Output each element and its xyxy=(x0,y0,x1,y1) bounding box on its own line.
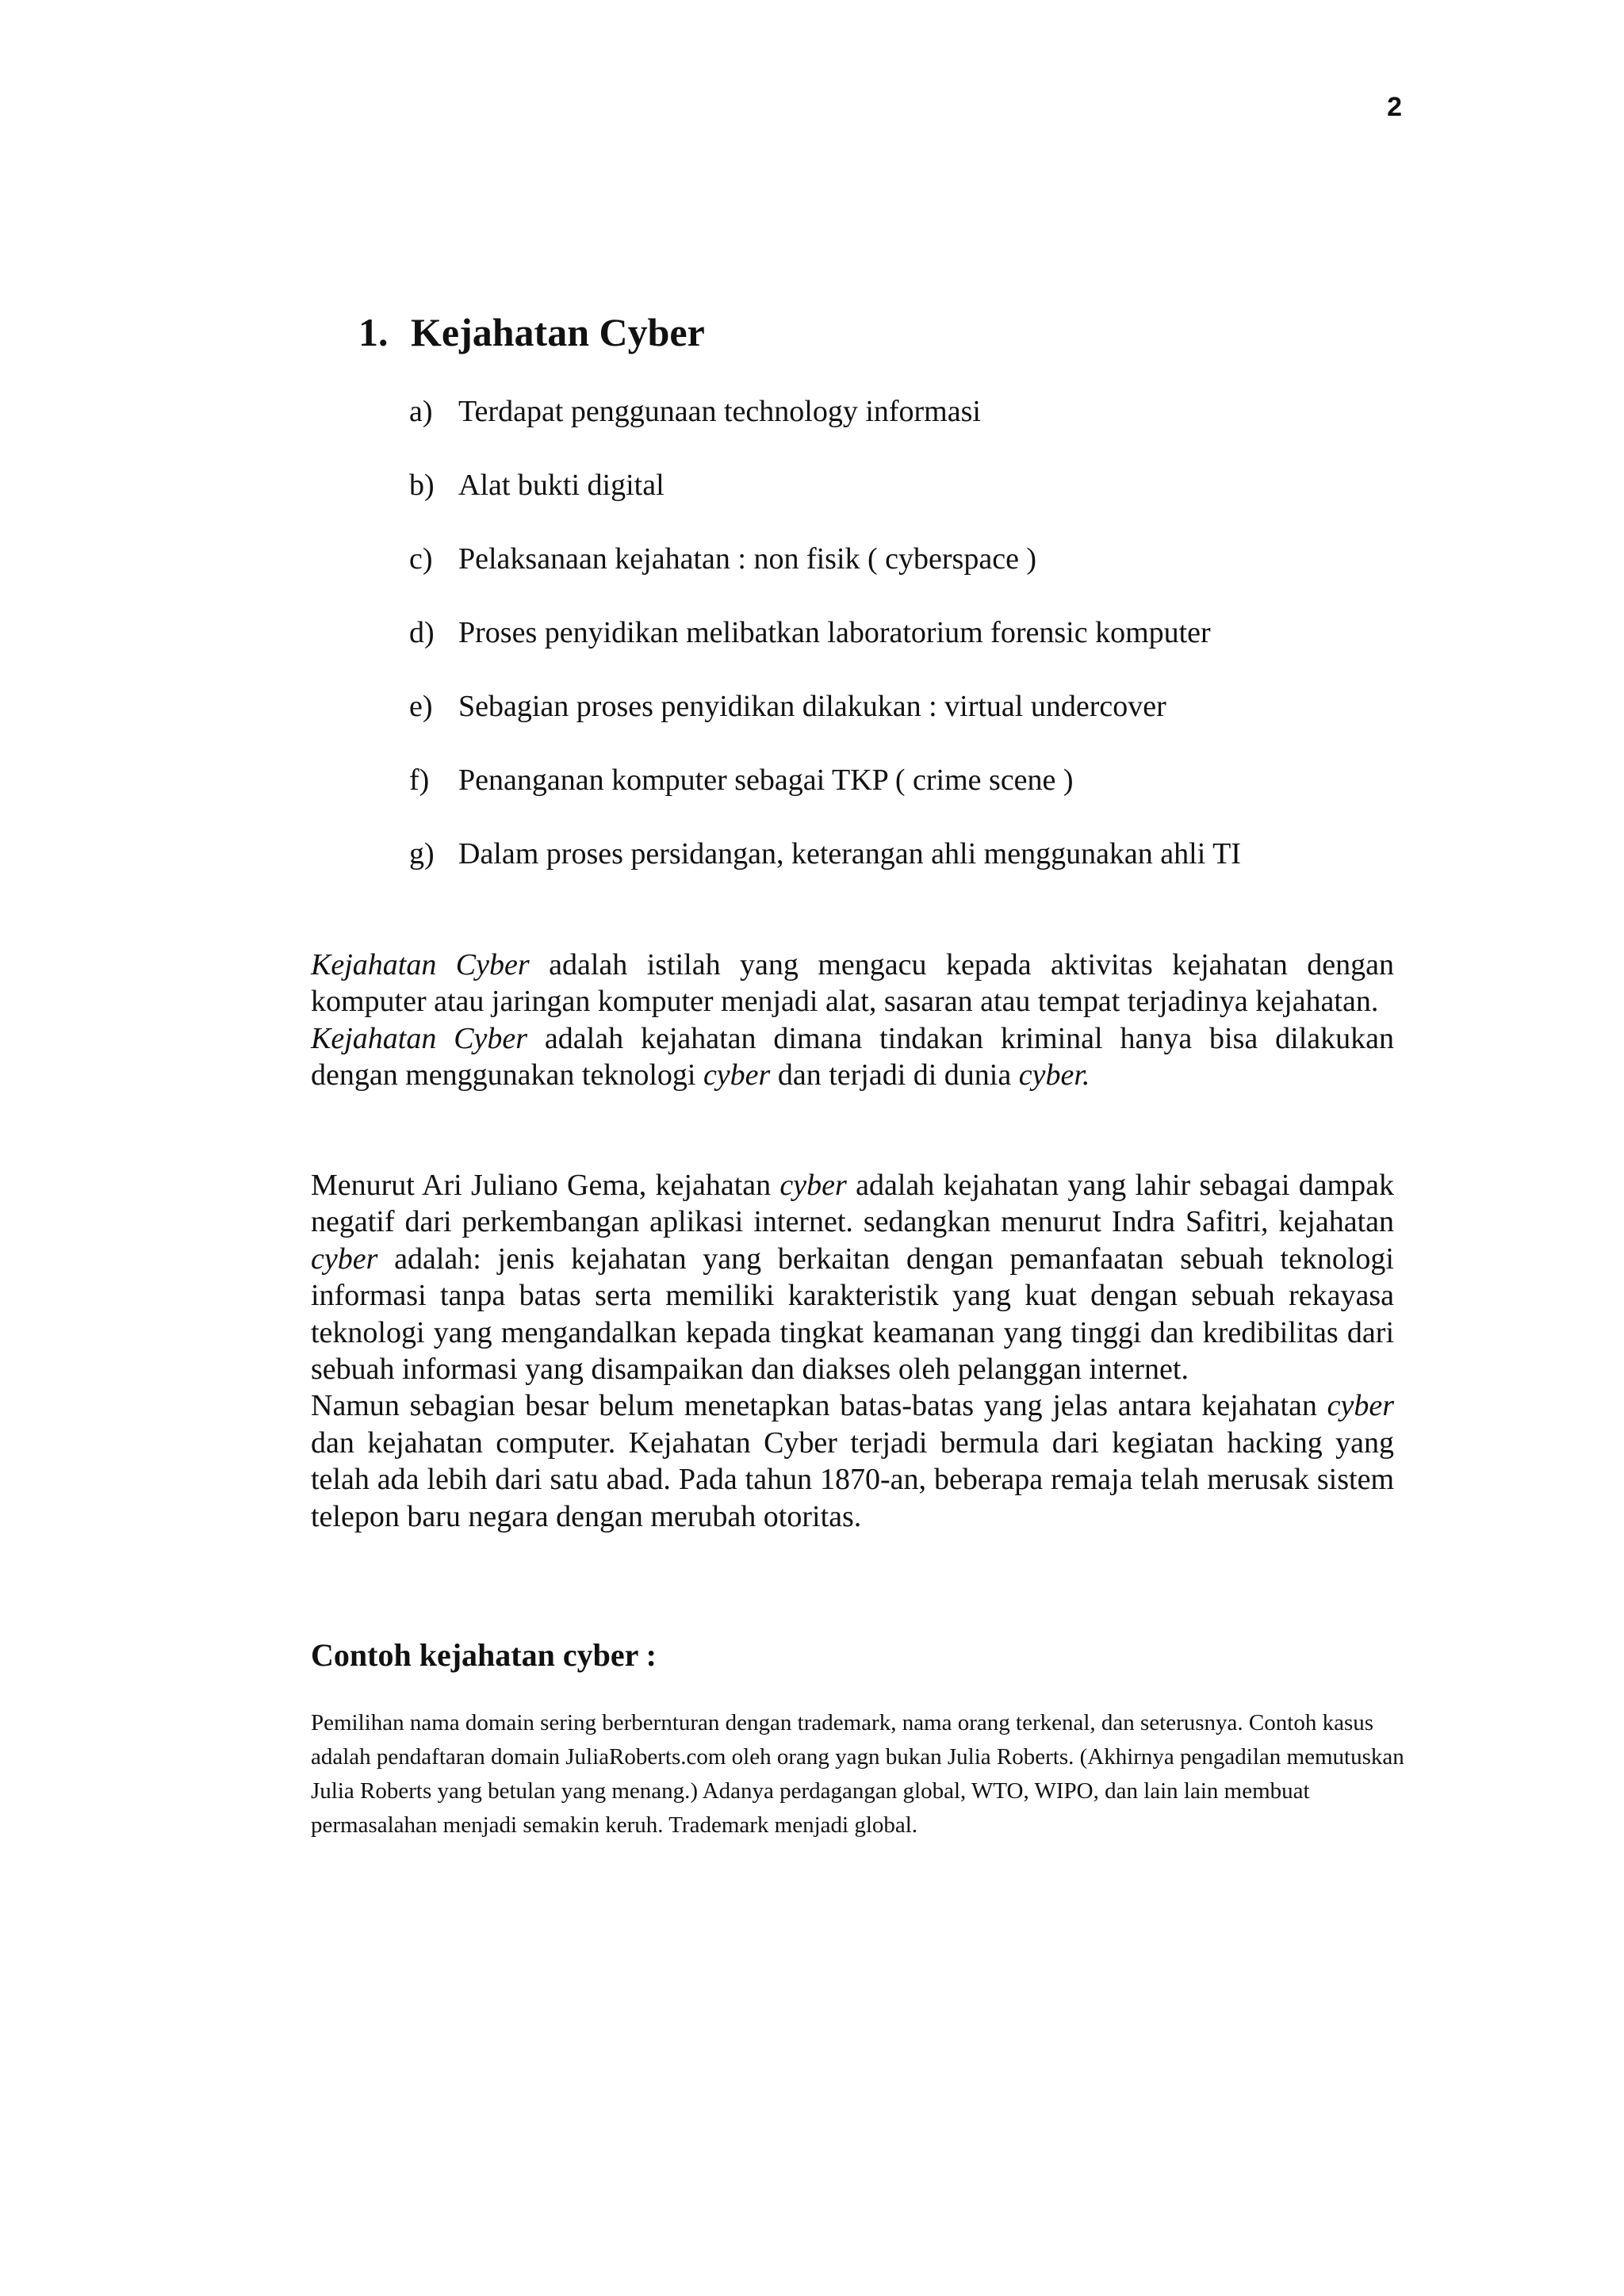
paragraph-text: dan terjadi di dunia xyxy=(770,1058,1019,1093)
section-heading xyxy=(358,311,705,354)
paragraph-text: Menurut Ari Juliano Gema, kejahatan xyxy=(311,1169,780,1202)
term: Kejahatan Cyber xyxy=(311,948,530,982)
section-title: Kejahatan Cyber xyxy=(411,310,705,354)
emphasis: cyber xyxy=(703,1058,771,1093)
list-item xyxy=(409,834,1241,908)
list-item-text: Pelaksanaan kejahatan : non fisik ( cyberspace ) xyxy=(458,542,1037,576)
list-item xyxy=(409,465,1241,539)
examples-heading: Contoh kejahatan cyber : xyxy=(311,1637,657,1673)
list-marker: a) xyxy=(409,395,433,428)
page-number: 2 xyxy=(1387,92,1402,122)
list-item xyxy=(409,687,1241,760)
paragraph-text: adalah kejahatan yang lahir sebagai dampak negatif dari perkembangan aplikasi internet. sedangkan menurut Indra Safitri, kejahatan xyxy=(311,1169,1394,1239)
list-item-text: Sebagian proses penyidikan dilakukan : virtual undercover xyxy=(458,690,1166,723)
definition-paragraph xyxy=(311,1020,1394,1094)
paragraph-text: Namun sebagian besar belum menetapkan batas-batas yang jelas antara kejahatan xyxy=(311,1389,1327,1423)
opinion-block xyxy=(311,1167,1394,1535)
list-marker: f) xyxy=(409,763,430,797)
emphasis: cyber. xyxy=(1018,1058,1090,1093)
paragraph-text: adalah kejahatan dimana tindakan kriminal hanya bisa dilakukan dengan menggunakan teknologi xyxy=(311,1021,1394,1093)
list-marker: e) xyxy=(409,690,433,723)
list-item-text: Dalam proses persidangan, keterangan ahli menggunakan ahli TI xyxy=(458,837,1241,871)
list-item-text: Penanganan komputer sebagai TKP ( crime scene ) xyxy=(458,763,1074,797)
list-item-text: Proses penyidikan melibatkan laboratorium forensic komputer xyxy=(458,616,1211,649)
examples-text: Pemilihan nama domain sering berbernturan dengan trademark, nama orang terkenal, dan seterusnya. Contoh kasus adalah pendaftaran domain JuliaRoberts.com oleh orang yagn bukan Julia Roberts. (Akhirnya pengadilan memutuskan Julia Roberts yang betulan yang menang.) Adanya perdagangan global, WTO, WIPO, dan lain lain membuat permasalahan menjadi semakin keruh. Trademark menjadi global. xyxy=(311,1710,1404,1838)
emphasis: cyber xyxy=(311,1242,378,1276)
list-marker: b) xyxy=(409,469,435,502)
list-item-text: Terdapat penggunaan technology informasi xyxy=(458,395,981,428)
definition-block xyxy=(311,947,1394,1094)
term: Kejahatan Cyber xyxy=(311,1021,528,1055)
paragraph-text: adalah istilah yang mengacu kepada aktivitas kejahatan dengan komputer atau jaringan komputer menjadi alat, sasaran atau tempat terjadinya kejahatan. xyxy=(311,948,1394,1019)
criteria-list xyxy=(409,392,1241,908)
definition-paragraph xyxy=(311,947,1394,1020)
list-item xyxy=(409,760,1241,834)
list-item xyxy=(409,392,1241,465)
opinion-paragraph xyxy=(311,1167,1394,1387)
paragraph-text: dan kejahatan computer. Kejahatan Cyber terjadi bermula dari kegiatan hacking yang telah ada lebih dari satu abad. Pada tahun 1870-an, beberapa remaja telah merusak sistem telepon baru negara dengan merubah otoritas. xyxy=(311,1425,1394,1533)
opinion-paragraph xyxy=(311,1387,1394,1535)
emphasis: cyber xyxy=(1327,1389,1394,1423)
emphasis: cyber xyxy=(779,1169,847,1202)
section-number: 1. xyxy=(358,310,389,354)
list-item xyxy=(409,613,1241,687)
list-marker: d) xyxy=(409,616,435,649)
list-item-text: Alat bukti digital xyxy=(458,469,665,502)
paragraph-text: adalah: jenis kejahatan yang berkaitan dengan pemanfaatan sebuah teknologi informasi tanpa batas serta memiliki karakteristik yang kuat dengan sebuah rekayasa teknologi yang mengandalkan kepada tingkat keamanan yang tinggi dan kredibilitas dari sebuah informasi yang disampaikan dan diakses oleh pelanggan internet. xyxy=(311,1242,1394,1387)
list-marker: c) xyxy=(409,542,433,576)
list-item xyxy=(409,539,1241,613)
list-marker: g) xyxy=(409,837,435,871)
